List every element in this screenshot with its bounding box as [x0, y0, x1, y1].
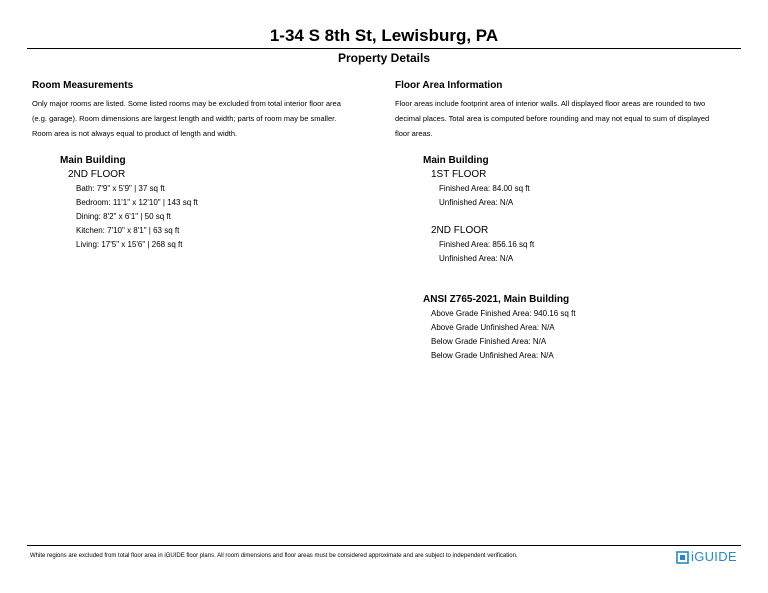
- ansi-item: Above Grade Finished Area: 940.16 sq ft: [431, 309, 576, 318]
- floor-area-section: [395, 80, 745, 363]
- room-measurements-note-line: Room area is not always equal to product of length and width.: [32, 129, 238, 138]
- room-building-group: [32, 154, 380, 252]
- area-floor-name: 2ND FLOOR: [431, 225, 489, 236]
- ansi-item: Below Grade Unfinished Area: N/A: [431, 351, 554, 360]
- ansi-item: Below Grade Finished Area: N/A: [431, 337, 547, 346]
- room-item: Dining: 8'2" x 6'1" | 50 sq ft: [76, 212, 171, 221]
- room-measurements-heading: Room Measurements: [32, 80, 134, 91]
- room-item: Living: 17'5" x 15'6" | 268 sq ft: [76, 240, 183, 249]
- room-item: Bath: 7'9" x 5'9" | 37 sq ft: [76, 184, 165, 193]
- iguide-logo: [676, 549, 737, 565]
- room-item: Kitchen: 7'10" x 8'1" | 63 sq ft: [76, 226, 180, 235]
- page-title: 1-34 S 8th St, Lewisburg, PA: [269, 26, 499, 45]
- room-building-name: Main Building: [60, 155, 126, 166]
- floor-area-note-line: decimal places. Total area is computed before rounding and may not equal to sum of displayed: [395, 114, 710, 123]
- finished-area-value: Finished Area: 856.16 sq ft: [439, 240, 535, 249]
- footer-disclaimer: White regions are excluded from total floor area in iGUIDE floor plans. All room dimensions and floor areas must be considered approximate and are subject to independent verification.: [30, 553, 518, 559]
- iguide-logo-icon: [676, 551, 689, 564]
- floor-area-note-line: Floor areas include footprint area of interior walls. All displayed floor areas are rounded to two: [395, 99, 706, 108]
- footer-rule: [27, 545, 741, 546]
- page-subtitle: Property Details: [337, 51, 431, 65]
- unfinished-area-value: Unfinished Area: N/A: [439, 198, 514, 207]
- room-measurements-section: [32, 80, 380, 252]
- ansi-group: [395, 293, 745, 363]
- ansi-heading: ANSI Z765-2021, Main Building: [423, 294, 570, 305]
- area-building-name: Main Building: [423, 155, 489, 166]
- finished-area-value: Finished Area: 84.00 sq ft: [439, 184, 530, 193]
- floor-area-note-line: floor areas.: [395, 129, 433, 138]
- floor-area-heading: Floor Area Information: [395, 80, 503, 91]
- header-rule: [27, 48, 741, 49]
- room-measurements-note-line: Only major rooms are listed. Some listed rooms may be excluded from total interior floor area: [32, 99, 341, 108]
- room-item: Bedroom: 11'1" x 12'10" | 143 sq ft: [76, 198, 198, 207]
- unfinished-area-value: Unfinished Area: N/A: [439, 254, 514, 263]
- logo-text: iGUIDE: [691, 549, 737, 564]
- room-measurements-note-line: (e.g. garage). Room dimensions are largest length and width; parts of room may be smaller.: [32, 114, 337, 123]
- area-building-group: [395, 154, 745, 266]
- area-floor-name: 1ST FLOOR: [431, 169, 487, 180]
- room-floor-name: 2ND FLOOR: [68, 169, 126, 180]
- ansi-item: Above Grade Unfinished Area: N/A: [431, 323, 555, 332]
